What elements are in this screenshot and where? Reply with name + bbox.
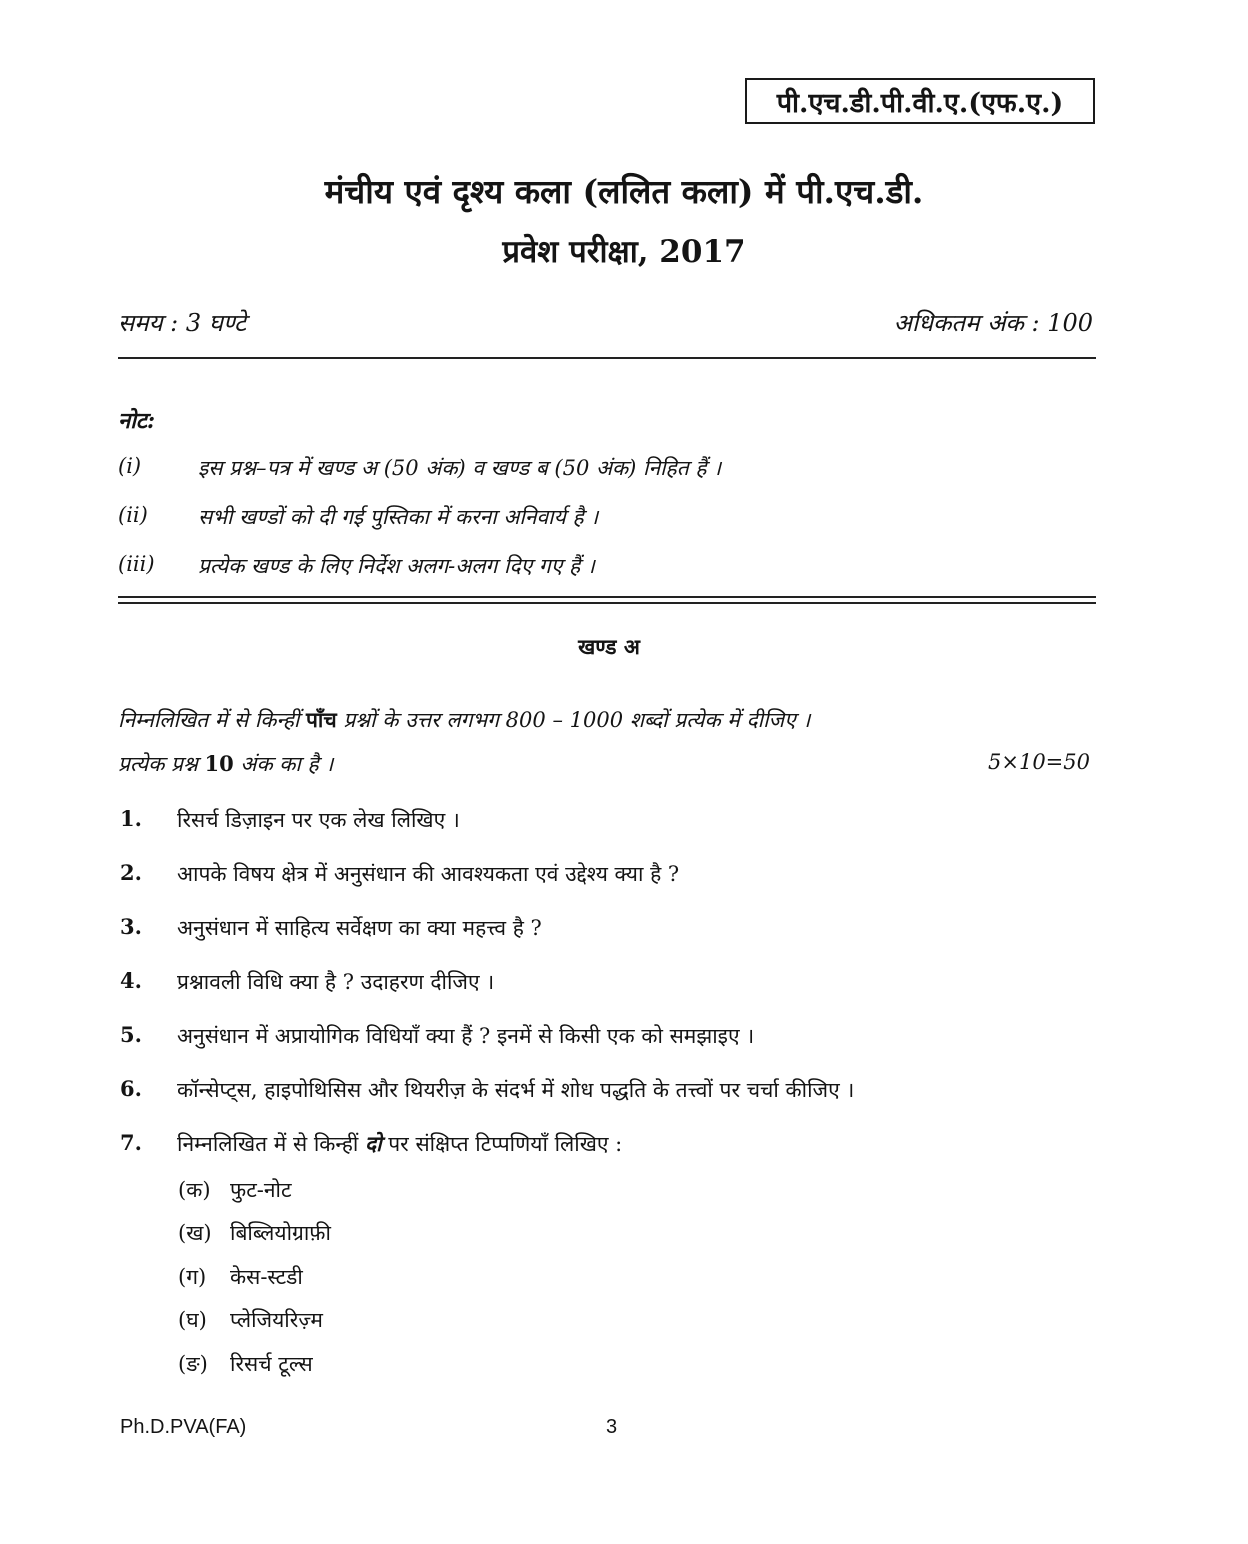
subitem-text: बिब्लियोग्राफ़ी: [230, 1221, 331, 1245]
question-text: कॉन्सेप्ट्स, हाइपोथिसिस और थियरीज़ के संदर्भ में शोध पद्धति के तत्त्वों पर चर्चा कीजिए ।: [177, 1078, 855, 1102]
notes-divider-top: [118, 596, 1096, 598]
note-number: (iii): [118, 552, 155, 576]
section-marks: 5×10=50: [988, 750, 1090, 774]
question-number: 2.: [120, 860, 142, 885]
note-text: इस प्रश्न–पत्र में खण्ड अ (50 अंक) व खण्ड ब (50 अंक) निहित हैं ।: [198, 456, 722, 480]
paper-code-box: पी.एच.डी.पी.वी.ए.(एफ.ए.): [745, 78, 1095, 124]
instruction-emphasis: पाँच: [305, 707, 337, 732]
note-number: (ii): [118, 503, 148, 527]
exam-time: समय : 3 घण्टे: [118, 309, 247, 337]
question-number: 3.: [120, 914, 142, 939]
section-marks-instruction: [118, 750, 333, 778]
subitem-letter: (ग): [178, 1265, 207, 1289]
question-text: रिसर्च डिज़ाइन पर एक लेख लिखिए ।: [177, 808, 460, 832]
exam-subtitle: प्रवेश परीक्षा, 2017: [502, 234, 746, 270]
notes-divider-bottom: [118, 602, 1096, 604]
question-emphasis: दो: [364, 1131, 382, 1156]
exam-title: मंचीय एवं दृश्य कला (ललित कला) में पी.एच.डी.: [324, 172, 924, 211]
instruction-emphasis: 10: [204, 751, 234, 776]
instruction-text: अंक का है ।: [233, 752, 334, 776]
note-text: प्रत्येक खण्ड के लिए निर्देश अलग-अलग दिए गए हैं ।: [198, 554, 595, 578]
section-instruction: [118, 706, 810, 734]
question-number: 1.: [120, 806, 142, 831]
subitem-letter: (ङ): [178, 1352, 208, 1376]
question-text: आपके विषय क्षेत्र में अनुसंधान की आवश्यकता एवं उद्देश्य क्या है ?: [177, 862, 680, 886]
question-text: प्रश्नावली विधि क्या है ? उदाहरण दीजिए ।: [177, 970, 495, 994]
question-text-part: पर संक्षिप्त टिप्पणियाँ लिखिए :: [381, 1132, 623, 1156]
footer-paper-code: Ph.D.PVA(FA): [120, 1416, 247, 1438]
subitem-text: रिसर्च टूल्स: [230, 1352, 313, 1376]
question-number: 5.: [120, 1022, 142, 1047]
subitem-letter: (ख): [178, 1221, 212, 1245]
subitem-text: फुट-नोट: [230, 1178, 292, 1202]
question-number: 4.: [120, 968, 142, 993]
note-heading: नोट:: [118, 408, 156, 434]
subitem-text: केस-स्टडी: [230, 1265, 303, 1289]
max-marks: अधिकतम अंक : 100: [893, 309, 1093, 337]
subitem-text: प्लेजियरिज़्म: [230, 1308, 323, 1332]
question-number: 7.: [120, 1130, 142, 1155]
question-number: 6.: [120, 1076, 142, 1101]
subitem-letter: (क): [178, 1178, 211, 1202]
note-number: (i): [118, 454, 142, 478]
instruction-text: निम्नलिखित में से किन्हीं: [118, 708, 306, 732]
page-number: 3: [606, 1416, 618, 1438]
instruction-text: प्रत्येक प्रश्न: [118, 752, 205, 776]
subitem-letter: (घ): [178, 1308, 207, 1332]
question-text: अनुसंधान में अप्रायोगिक विधियाँ क्या हैं ? इनमें से किसी एक को समझाइए ।: [177, 1024, 755, 1048]
instruction-text: प्रश्नों के उत्तर लगभग 800 – 1000 शब्दों प्रत्येक में दीजिए ।: [336, 708, 811, 732]
question-text: [177, 1130, 622, 1158]
question-text: अनुसंधान में साहित्य सर्वेक्षण का क्या महत्त्व है ?: [177, 916, 542, 940]
question-text-part: निम्नलिखित में से किन्हीं: [177, 1132, 365, 1156]
note-text: सभी खण्डों को दी गई पुस्तिका में करना अनिवार्य है ।: [198, 505, 599, 529]
header-divider: [118, 357, 1096, 359]
section-heading: खण्ड अ: [578, 634, 640, 659]
